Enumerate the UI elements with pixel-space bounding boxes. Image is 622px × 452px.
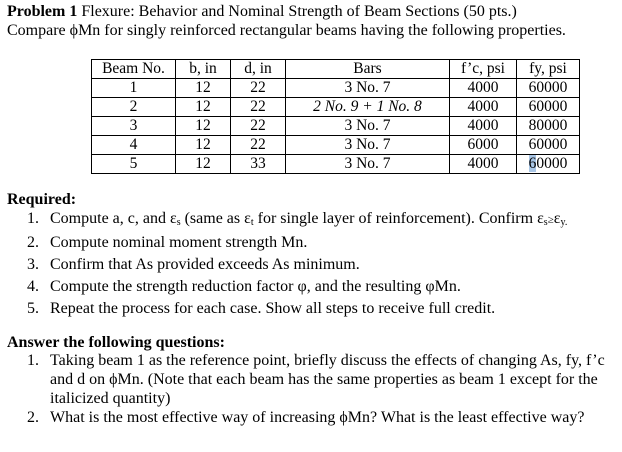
beam-properties-table	[91, 59, 580, 174]
required-heading: Required:	[7, 191, 77, 208]
cell-beam: 2	[92, 98, 176, 117]
cell-bars: 3 No. 7	[286, 155, 450, 174]
cell-fy[interactable]: 60000	[517, 155, 580, 174]
table-row	[92, 117, 580, 136]
cell-fc: 4000	[450, 117, 517, 136]
questions-heading: Answer the following questions:	[7, 334, 225, 351]
cell-d: 22	[231, 136, 286, 155]
cell-fc: 4000	[450, 79, 517, 98]
cell-fc: 6000	[450, 136, 517, 155]
cell-beam: 1	[92, 79, 176, 98]
text-selection-highlight[interactable]: 6	[528, 155, 537, 172]
cell-d: 22	[231, 79, 286, 98]
questions-list	[0, 351, 605, 427]
cell-b: 12	[176, 98, 231, 117]
problem-title: Flexure: Behavior and Nominal Strength of Beam Sections (50 pts.)	[81, 3, 517, 20]
header-fc: f’c, psi	[450, 60, 517, 79]
cell-b: 12	[176, 79, 231, 98]
cell-fc: 4000	[450, 98, 517, 117]
cell-bars: 3 No. 7	[286, 79, 450, 98]
header-b: b, in	[176, 60, 231, 79]
problem-label: Problem 1	[7, 3, 78, 20]
cell-d: 22	[231, 98, 286, 117]
question-item-2: 2. What is the most effective way of increasing ϕMn? What is the least effective way?	[27, 409, 585, 426]
header-d: d, in	[231, 60, 286, 79]
required-item-2: 2. Compute nominal moment strength Mn.	[27, 234, 308, 251]
table-row	[92, 98, 580, 117]
cell-d: 22	[231, 117, 286, 136]
cell-b: 12	[176, 136, 231, 155]
required-item-5: 5. Repeat the process for each case. Show all steps to receive full credit.	[27, 300, 496, 317]
cell-bars: 3 No. 7	[286, 136, 450, 155]
header-bars: Bars	[286, 60, 450, 79]
table-header-row	[92, 60, 580, 79]
cell-beam: 3	[92, 117, 176, 136]
problem-intro: Compare ϕMn for singly reinforced rectangular beams having the following properties.	[7, 22, 566, 39]
cell-d: 33	[231, 155, 286, 174]
required-item-1: 1. Compute a, c, and $\varepsilon_s$ (same as $\varepsilon_t$ for single layer of reinforcement). Confirm $\varepsilon_s\ge\varepsilon_{y.}$	[27, 210, 568, 228]
header-beam-no: Beam No.	[92, 60, 176, 79]
cell-beam: 5	[92, 155, 176, 174]
cell-fc: 4000	[450, 155, 517, 174]
header-fy: fy, psi	[517, 60, 580, 79]
cell-b: 12	[176, 155, 231, 174]
table-row	[92, 136, 580, 155]
cell-bars: 3 No. 7	[286, 117, 450, 136]
table-row	[92, 79, 580, 98]
cell-fy: 80000	[517, 117, 580, 136]
cell-fy: 60000	[517, 136, 580, 155]
cell-bars-italic: 2 No. 9 + 1 No. 8	[286, 98, 450, 117]
cell-b: 12	[176, 117, 231, 136]
question-item-1: 1. Taking beam 1 as the reference point, briefly discuss the effects of changing As, fy, f’c and d on ϕMn. (Note that each beam has the same properties as beam 1 except for the italicized quantity)	[27, 352, 605, 407]
required-item-3: 3. Confirm that As provided exceeds As minimum.	[27, 256, 360, 273]
table-row	[92, 155, 580, 174]
required-list	[0, 209, 567, 318]
cell-beam: 4	[92, 136, 176, 155]
problem-title-line	[7, 2, 517, 21]
cell-fy: 60000	[517, 79, 580, 98]
required-item-4: 4. Compute the strength reduction factor φ, and the resulting φMn.	[27, 278, 461, 295]
cell-fy: 60000	[517, 98, 580, 117]
